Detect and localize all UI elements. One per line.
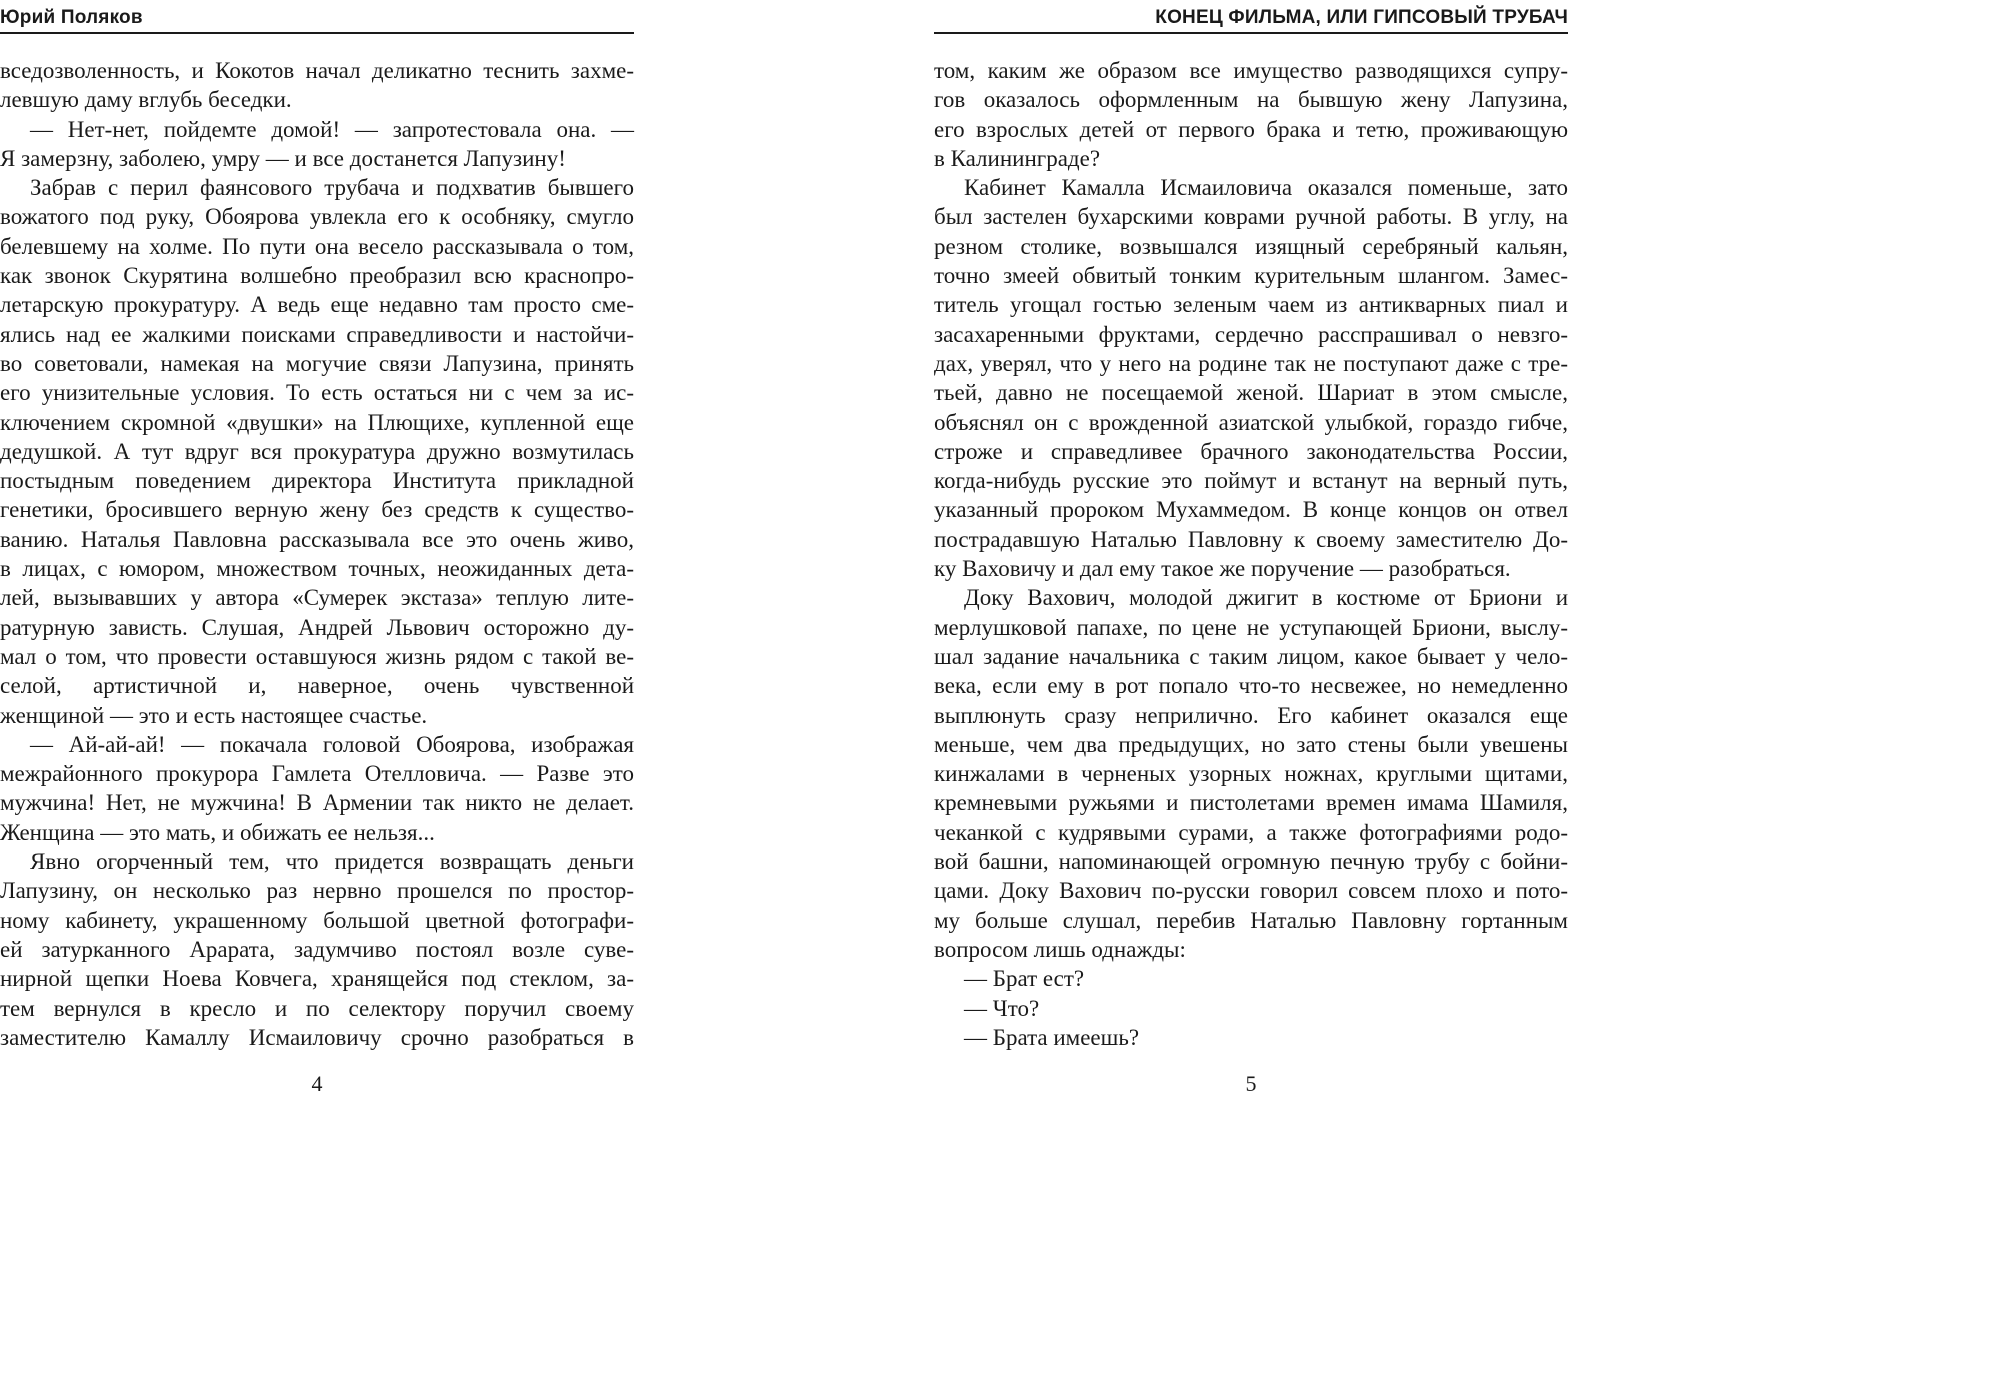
text-line: ратурную зависть. Слушая, Андрей Львович осторожно ду- — [0, 614, 634, 640]
left-running-header: Юрий Поляков — [0, 4, 634, 34]
text-line: его взрослых детей от первого брака и тетю, проживающую — [934, 116, 1568, 142]
text-line: резном столике, возвышался изящный серебряный кальян, — [934, 233, 1568, 259]
text-line: ному кабинету, украшенному большой цветной фотографи- — [0, 907, 634, 933]
text-line: вой башни, напоминающей огромную печную трубу с бойни- — [934, 849, 1568, 875]
text-line: женщиной — это и есть настоящее счастье. — [0, 702, 428, 728]
text-line: строже и справедливее брачного законодательства России, — [934, 438, 1568, 464]
text-line: тьей, давно не посещаемой женой. Шариат в этом смысле, — [934, 380, 1568, 406]
text-line: — Брат ест? — [964, 966, 1085, 992]
text-line: — Брата имеешь? — [964, 1024, 1140, 1050]
text-line: левшую даму вглубь беседки. — [0, 87, 292, 113]
text-line: ку Ваховичу и дал ему такое же поручение — разобраться. — [934, 556, 1511, 582]
text-line: ключением скромной «двушки» на Плющихе, купленной еще — [0, 409, 634, 435]
text-line: — Что? — [964, 995, 1040, 1021]
text-line: мужчина! Нет, не мужчина! В Армении так никто не делает. — [0, 790, 634, 816]
text-line: межрайонного прокурора Гамлета Отелловича. — Разве это — [0, 761, 634, 787]
text-line: белевшему на холме. По пути она весело рассказывала о том, — [0, 233, 634, 259]
left-text-block — [0, 56, 634, 1052]
text-line: летарскую прокуратуру. А ведь еще недавно там просто сме- — [0, 292, 634, 318]
text-line: его унизительные условия. То есть остаться ни с чем за ис- — [0, 380, 634, 406]
text-line: века, если ему в рот попало что-то несвежее, но немедленно — [934, 673, 1568, 699]
text-line: ей затурканного Арарата, задумчиво постоял возле суве- — [0, 936, 634, 962]
text-line: том, каким же образом все имущество разводящихся супру- — [934, 58, 1568, 83]
text-line: генетики, бросившего верную жену без средств к существо- — [0, 497, 634, 523]
text-line: селой, артистичной и, наверное, очень чувственной — [0, 673, 634, 699]
text-line: выплюнуть сразу неприлично. Его кабинет оказался еще — [934, 702, 1568, 728]
text-line: гов оказалось оформленным на бывшую жену Лапузина, — [934, 87, 1568, 113]
text-line: вожатого под руку, Обоярова увлекла его к особняку, смугло — [0, 204, 634, 230]
text-line: Лапузину, он несколько раз нервно прошелся по простор- — [0, 878, 634, 904]
text-line: — Нет-нет, пойдемте домой! — запротестовала она. — — [30, 116, 634, 142]
text-line: Кабинет Камалла Исмаиловича оказался поменьше, зато — [964, 175, 1568, 201]
left-page-number: 4 — [311, 1071, 323, 1096]
text-line: был застелен бухарскими коврами ручной работы. В углу, на — [934, 204, 1568, 230]
text-line: нирной щепки Ноева Ковчега, хранящейся под стеклом, за- — [0, 966, 634, 992]
right-page — [934, 0, 1568, 1100]
text-line: заместителю Камаллу Исмаиловичу срочно разобраться в — [0, 1024, 634, 1050]
text-line: чеканкой с кудрявыми сурами, а также фотографиями родо- — [934, 819, 1568, 845]
text-line: титель угощал гостью зеленым чаем из антикварных пиал и — [934, 292, 1568, 318]
right-page-number: 5 — [1245, 1071, 1257, 1096]
left-page — [0, 0, 634, 1100]
text-line: точно змеей обвитый тонким курительным шлангом. Замес- — [934, 263, 1568, 289]
text-line: мал о том, что провести оставшуюся жизнь рядом с такой ве- — [0, 643, 634, 669]
text-line: вседозволенность, и Кокотов начал деликатно теснить захме- — [0, 58, 634, 83]
text-line: тем вернулся в кресло и по селектору поручил своему — [0, 995, 634, 1021]
text-line: Доку Вахович, молодой джигит в костюме от Бриони и — [964, 585, 1568, 611]
text-line: вопросом лишь однажды: — [934, 936, 1186, 962]
text-line: ванию. Наталья Павловна рассказывала все это очень живо, — [0, 526, 634, 552]
text-line: дедушкой. А тут вдруг вся прокуратура дружно возмутилась — [0, 438, 634, 464]
text-line: шал задание начальника с таким лицом, какое бывает у чело- — [934, 643, 1568, 669]
text-line: цами. Доку Вахович по-русски говорил совсем плохо и пото- — [934, 878, 1568, 904]
right-text-block — [934, 56, 1568, 1052]
text-line: Женщина — это мать, и обижать ее нельзя... — [0, 819, 435, 845]
text-line: засахаренными фруктами, сердечно расспрашивал о невзго- — [934, 321, 1568, 347]
text-line: пострадавшую Наталью Павловну к своему заместителю До- — [934, 526, 1568, 552]
text-line: объяснял он с врожденной азиатской улыбкой, гораздо гибче, — [934, 409, 1568, 435]
text-line: в Калининграде? — [934, 145, 1101, 171]
text-line: меньше, чем два предыдущих, но зато стены были увешены — [934, 731, 1568, 757]
text-line: дах, уверял, что у него на родине так не поступают даже с тре- — [934, 350, 1568, 376]
text-line: лей, вызывавших у автора «Сумерек экстаза» теплую лите- — [0, 585, 634, 611]
text-line: ялись над ее жалкими поисками справедливости и настойчи- — [0, 321, 634, 347]
text-line: мерлушковой папахе, по цене не уступающей Бриони, выслу- — [934, 614, 1568, 640]
text-line: во советовали, намекая на могучие связи Лапузина, принять — [0, 350, 634, 376]
text-line: как звонок Скурятина волшебно преобразил всю краснопро- — [0, 263, 634, 289]
text-line: в лицах, с юмором, множеством точных, неожиданных дета- — [0, 556, 634, 582]
text-line: постыдным поведением директора Института прикладной — [0, 468, 634, 494]
text-line: Я замерзну, заболею, умру — и все достанется Лапузину! — [0, 145, 566, 171]
text-line: Явно огорченный тем, что придется возвращать деньги — [30, 849, 634, 875]
text-line: кремневыми ружьями и пистолетами времен имама Шамиля, — [934, 790, 1568, 816]
right-running-header: КОНЕЦ ФИЛЬМА, ИЛИ ГИПСОВЫЙ ТРУБАЧ — [934, 4, 1568, 34]
text-line: когда-нибудь русские это поймут и встанут на верный путь, — [934, 468, 1568, 494]
text-line: кинжалами в черненых узорных ножнах, круглыми щитами, — [934, 761, 1568, 787]
text-line: Забрав с перил фаянсового трубача и подхватив бывшего — [30, 175, 634, 201]
text-line: му больше слушал, перебив Наталью Павловну гортанным — [934, 907, 1568, 933]
text-line: — Ай-ай-ай! — покачала головой Обоярова, изображая — [30, 731, 634, 757]
text-line: указанный пророком Мухаммедом. В конце концов он отвел — [934, 497, 1568, 523]
